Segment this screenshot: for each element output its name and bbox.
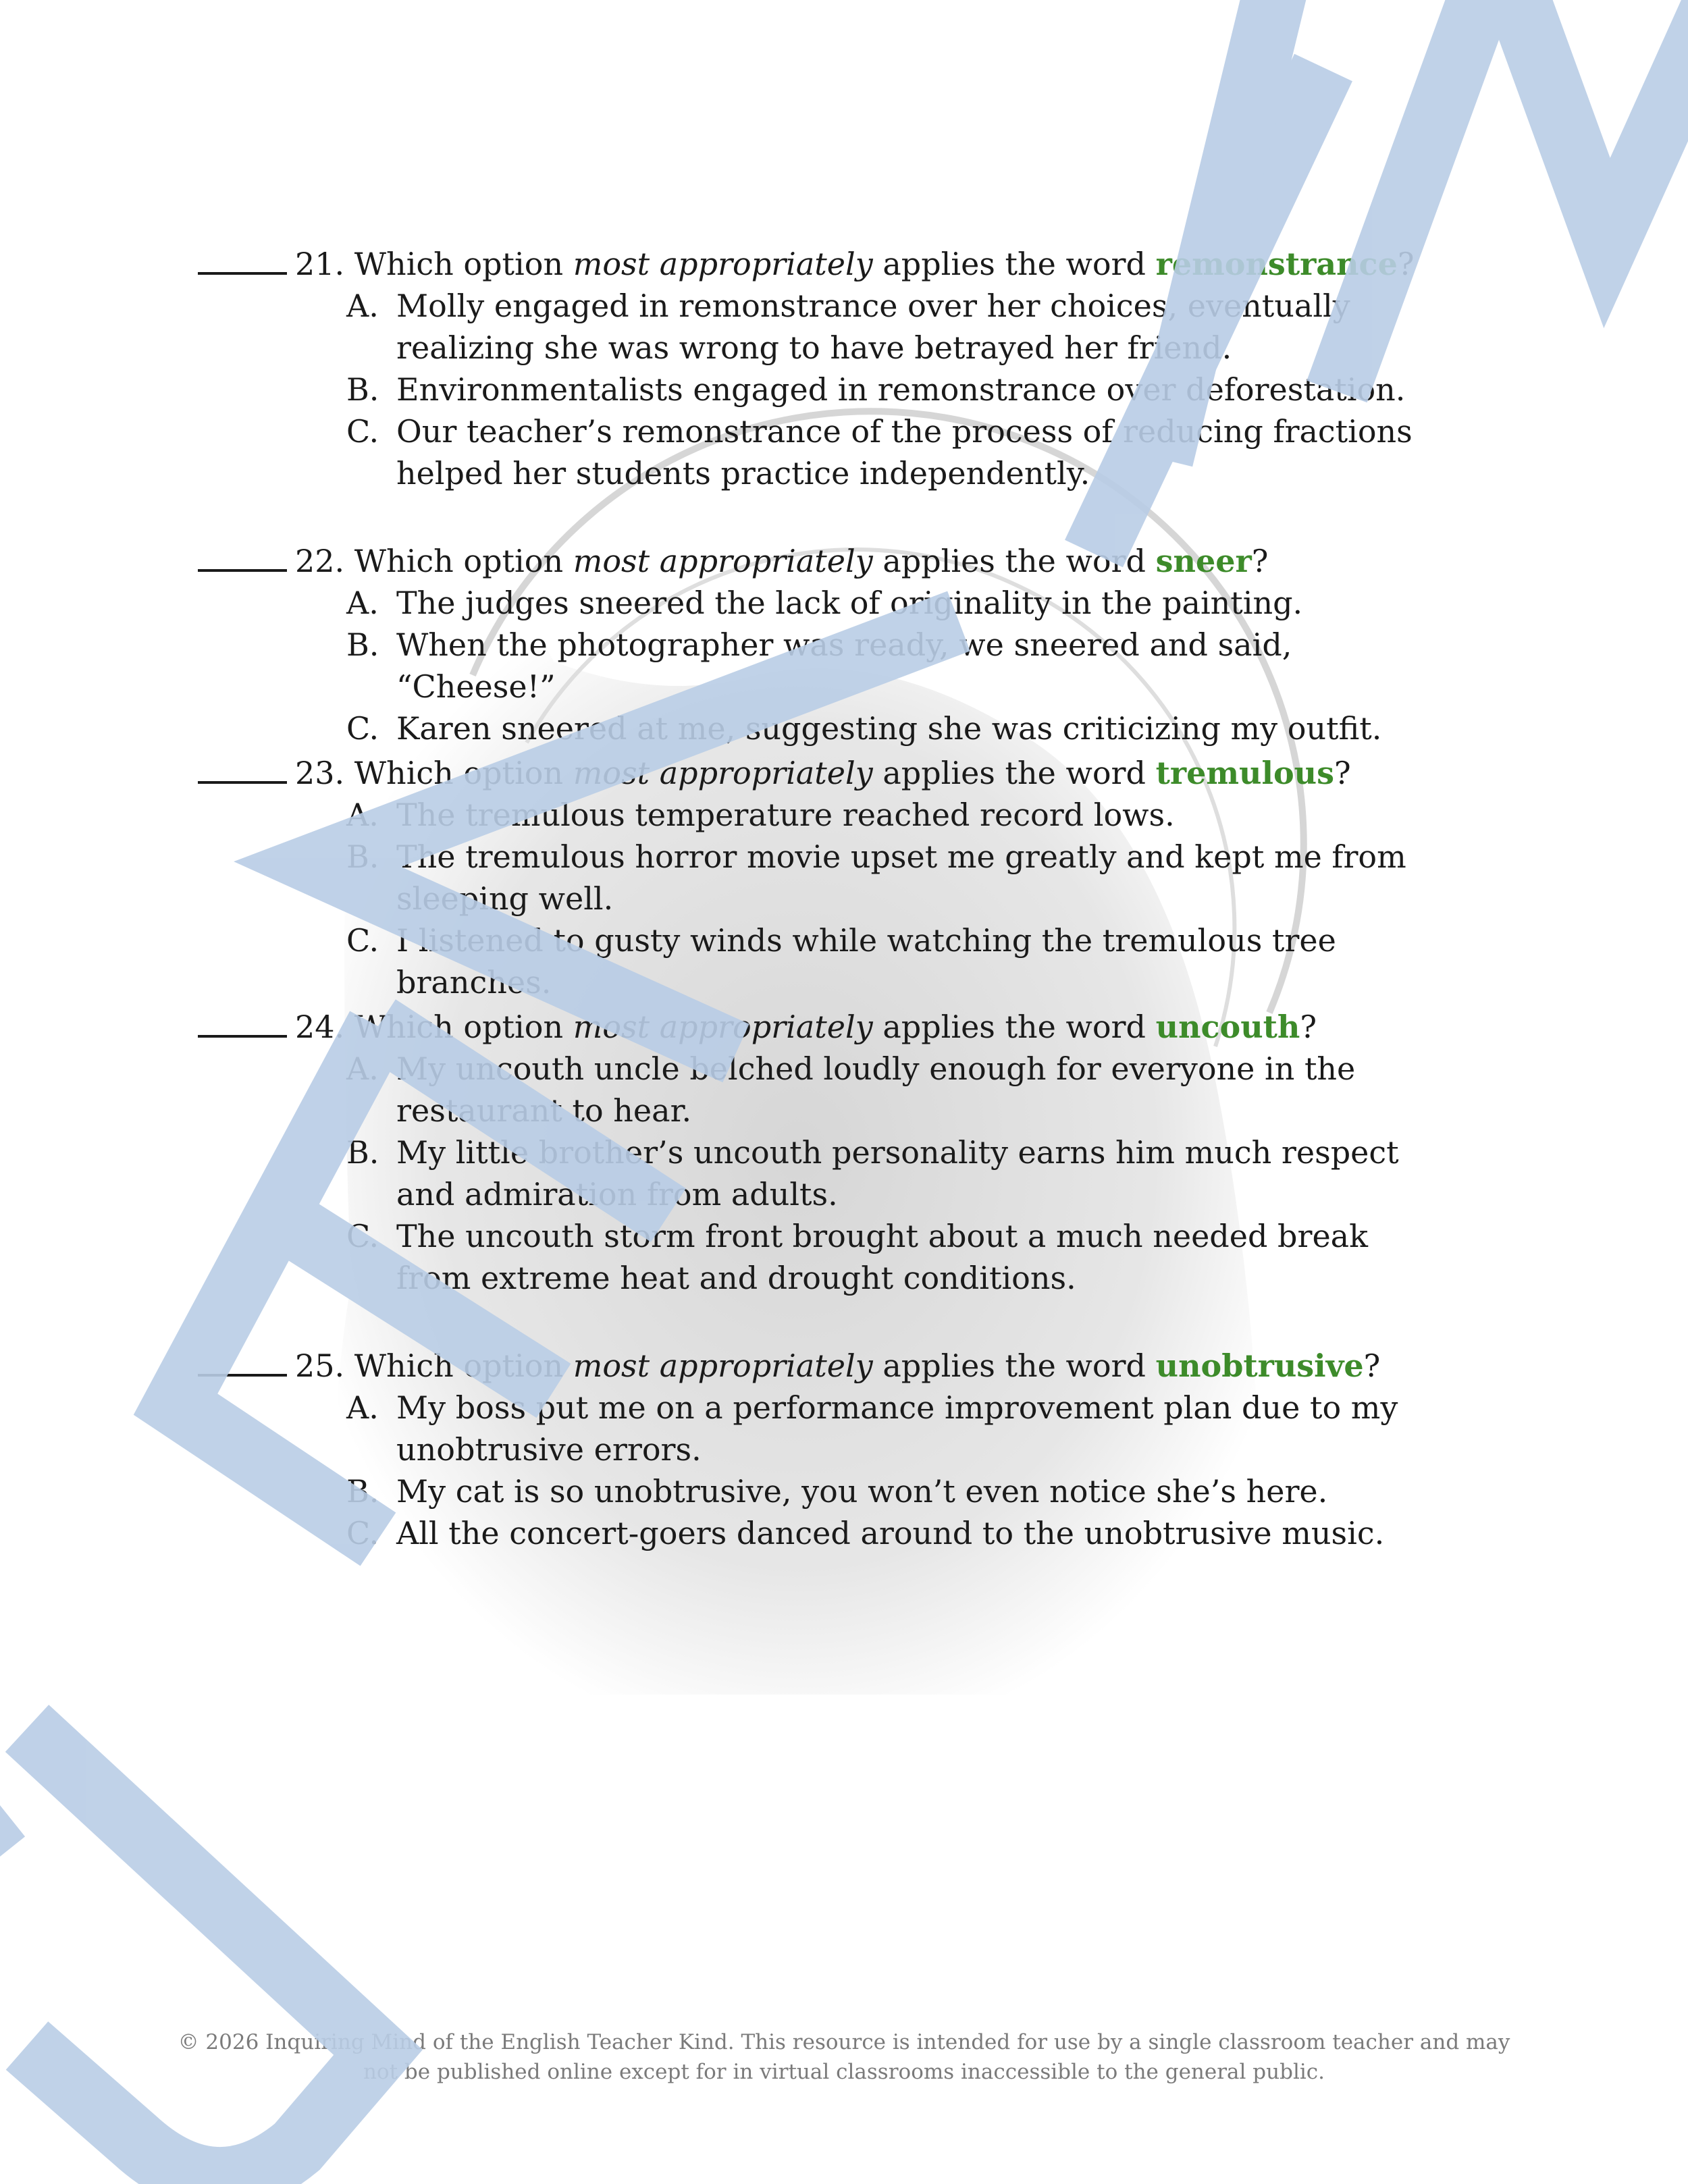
question-prompt	[198, 1006, 1521, 1048]
question-number: 23.	[295, 755, 345, 791]
question-mark: ?	[1251, 543, 1269, 579]
answer-blank[interactable]	[198, 778, 287, 784]
option-text: The judges sneered the lack of originality in the painting.	[396, 585, 1303, 621]
footer-line-1: © 2026 Inquiring Mind of the English Teacher Kind. This resource is intended for use by a single classroom teacher and may	[178, 2030, 1510, 2054]
option-letter: B.	[346, 838, 379, 875]
option-text: The uncouth storm front brought about a much needed break from extreme heat and drought conditions.	[396, 1218, 1368, 1296]
prompt-emphasis: most appropriately	[573, 1348, 873, 1384]
answer-blank[interactable]	[198, 1032, 287, 1038]
prompt-end: applies the word	[882, 755, 1146, 791]
vocab-word: uncouth	[1155, 1009, 1300, 1045]
question-prompt	[198, 243, 1521, 285]
option-letter: B.	[346, 371, 379, 408]
vocab-word: tremulous	[1155, 755, 1334, 791]
answer-option	[198, 794, 1423, 836]
prompt-end: applies the word	[882, 543, 1146, 579]
answer-options	[198, 582, 1521, 749]
option-text: Karen sneered at me, suggesting she was criticizing my outfit.	[396, 710, 1382, 747]
option-letter: C.	[346, 1218, 379, 1254]
prompt-emphasis: most appropriately	[573, 246, 873, 282]
question-23	[198, 752, 1521, 1003]
answer-option	[198, 920, 1423, 1003]
prompt-start: Which option	[354, 755, 564, 791]
answer-option	[198, 1470, 1423, 1512]
option-text: My little brother’s uncouth personality earns him much respect and admiration from adults.	[396, 1134, 1399, 1213]
answer-options	[198, 285, 1521, 494]
option-text: Our teacher’s remonstrance of the process of reducing fractions helped her students practice independently.	[396, 413, 1413, 491]
answer-options	[198, 1048, 1521, 1299]
copyright-footer	[169, 2027, 1519, 2087]
option-text: My cat is so unobtrusive, you won’t even notice she’s here.	[396, 1473, 1328, 1510]
question-prompt	[198, 1345, 1521, 1387]
option-letter: A.	[346, 797, 379, 833]
prompt-start: Which option	[354, 1009, 564, 1045]
prompt-end: applies the word	[882, 246, 1146, 282]
answer-option	[198, 624, 1423, 708]
option-text: When the photographer was ready, we sneered and said, “Cheese!”	[396, 627, 1292, 705]
option-letter: B.	[346, 1134, 379, 1171]
vocab-word: remonstrance	[1155, 246, 1398, 282]
answer-option	[198, 582, 1423, 624]
answer-blank[interactable]	[198, 566, 287, 572]
option-letter: C.	[346, 710, 379, 747]
question-number: 24.	[295, 1009, 345, 1045]
question-22	[198, 540, 1521, 749]
prompt-emphasis: most appropriately	[573, 543, 873, 579]
question-prompt	[198, 540, 1521, 582]
answer-option	[198, 708, 1423, 749]
option-letter: B.	[346, 627, 379, 663]
question-21	[198, 243, 1521, 494]
question-prompt	[198, 752, 1521, 794]
footer-line-2: not be published online except for in virtual classrooms inaccessible to the general public.	[363, 2060, 1325, 2084]
prompt-emphasis: most appropriately	[573, 755, 873, 791]
question-mark: ?	[1300, 1009, 1317, 1045]
option-letter: C.	[346, 1515, 379, 1551]
option-letter: A.	[346, 1389, 379, 1426]
answer-option	[198, 285, 1423, 369]
option-text: I listened to gusty winds while watching the tremulous tree branches.	[396, 922, 1336, 1001]
prompt-start: Which option	[354, 246, 564, 282]
option-letter: C.	[346, 413, 379, 450]
answer-blank[interactable]	[198, 1371, 287, 1377]
answer-option	[198, 1387, 1423, 1470]
question-mark: ?	[1334, 755, 1351, 791]
answer-option	[198, 1131, 1423, 1215]
answer-options	[198, 794, 1521, 1003]
option-text: The tremulous temperature reached record lows.	[396, 797, 1175, 833]
prompt-emphasis: most appropriately	[573, 1009, 873, 1045]
question-24	[198, 1006, 1521, 1299]
question-number: 22.	[295, 543, 345, 579]
option-text: My uncouth uncle belched loudly enough for everyone in the restaurant to hear.	[396, 1050, 1356, 1129]
option-letter: A.	[346, 585, 379, 621]
option-text: Molly engaged in remonstrance over her choices, eventually realizing she was wrong to have betrayed her friend.	[396, 288, 1350, 366]
prompt-end: applies the word	[882, 1348, 1146, 1384]
option-letter: A.	[346, 288, 379, 324]
answer-option	[198, 369, 1423, 410]
vocab-word: unobtrusive	[1155, 1348, 1364, 1384]
question-number: 21.	[295, 246, 345, 282]
option-text: All the concert-goers danced around to the unobtrusive music.	[396, 1515, 1385, 1551]
prompt-start: Which option	[354, 1348, 564, 1384]
vocab-word: sneer	[1155, 543, 1252, 579]
answer-blank[interactable]	[198, 269, 287, 275]
answer-option	[198, 836, 1423, 920]
option-letter: A.	[346, 1050, 379, 1087]
prompt-end: applies the word	[882, 1009, 1146, 1045]
answer-option	[198, 1048, 1423, 1131]
answer-option	[198, 1512, 1423, 1554]
option-text: The tremulous horror movie upset me greatly and kept me from sleeping well.	[396, 838, 1406, 917]
question-number: 25.	[295, 1348, 345, 1384]
question-mark: ?	[1363, 1348, 1381, 1384]
prompt-start: Which option	[354, 543, 564, 579]
answer-option	[198, 410, 1423, 494]
option-letter: B.	[346, 1473, 379, 1510]
answer-options	[198, 1387, 1521, 1554]
question-25	[198, 1345, 1521, 1554]
option-letter: C.	[346, 922, 379, 959]
option-text: My boss put me on a performance improvement plan due to my unobtrusive errors.	[396, 1389, 1398, 1468]
option-text: Environmentalists engaged in remonstrance over deforestation.	[396, 371, 1406, 408]
question-mark: ?	[1397, 246, 1415, 282]
answer-option	[198, 1215, 1423, 1299]
